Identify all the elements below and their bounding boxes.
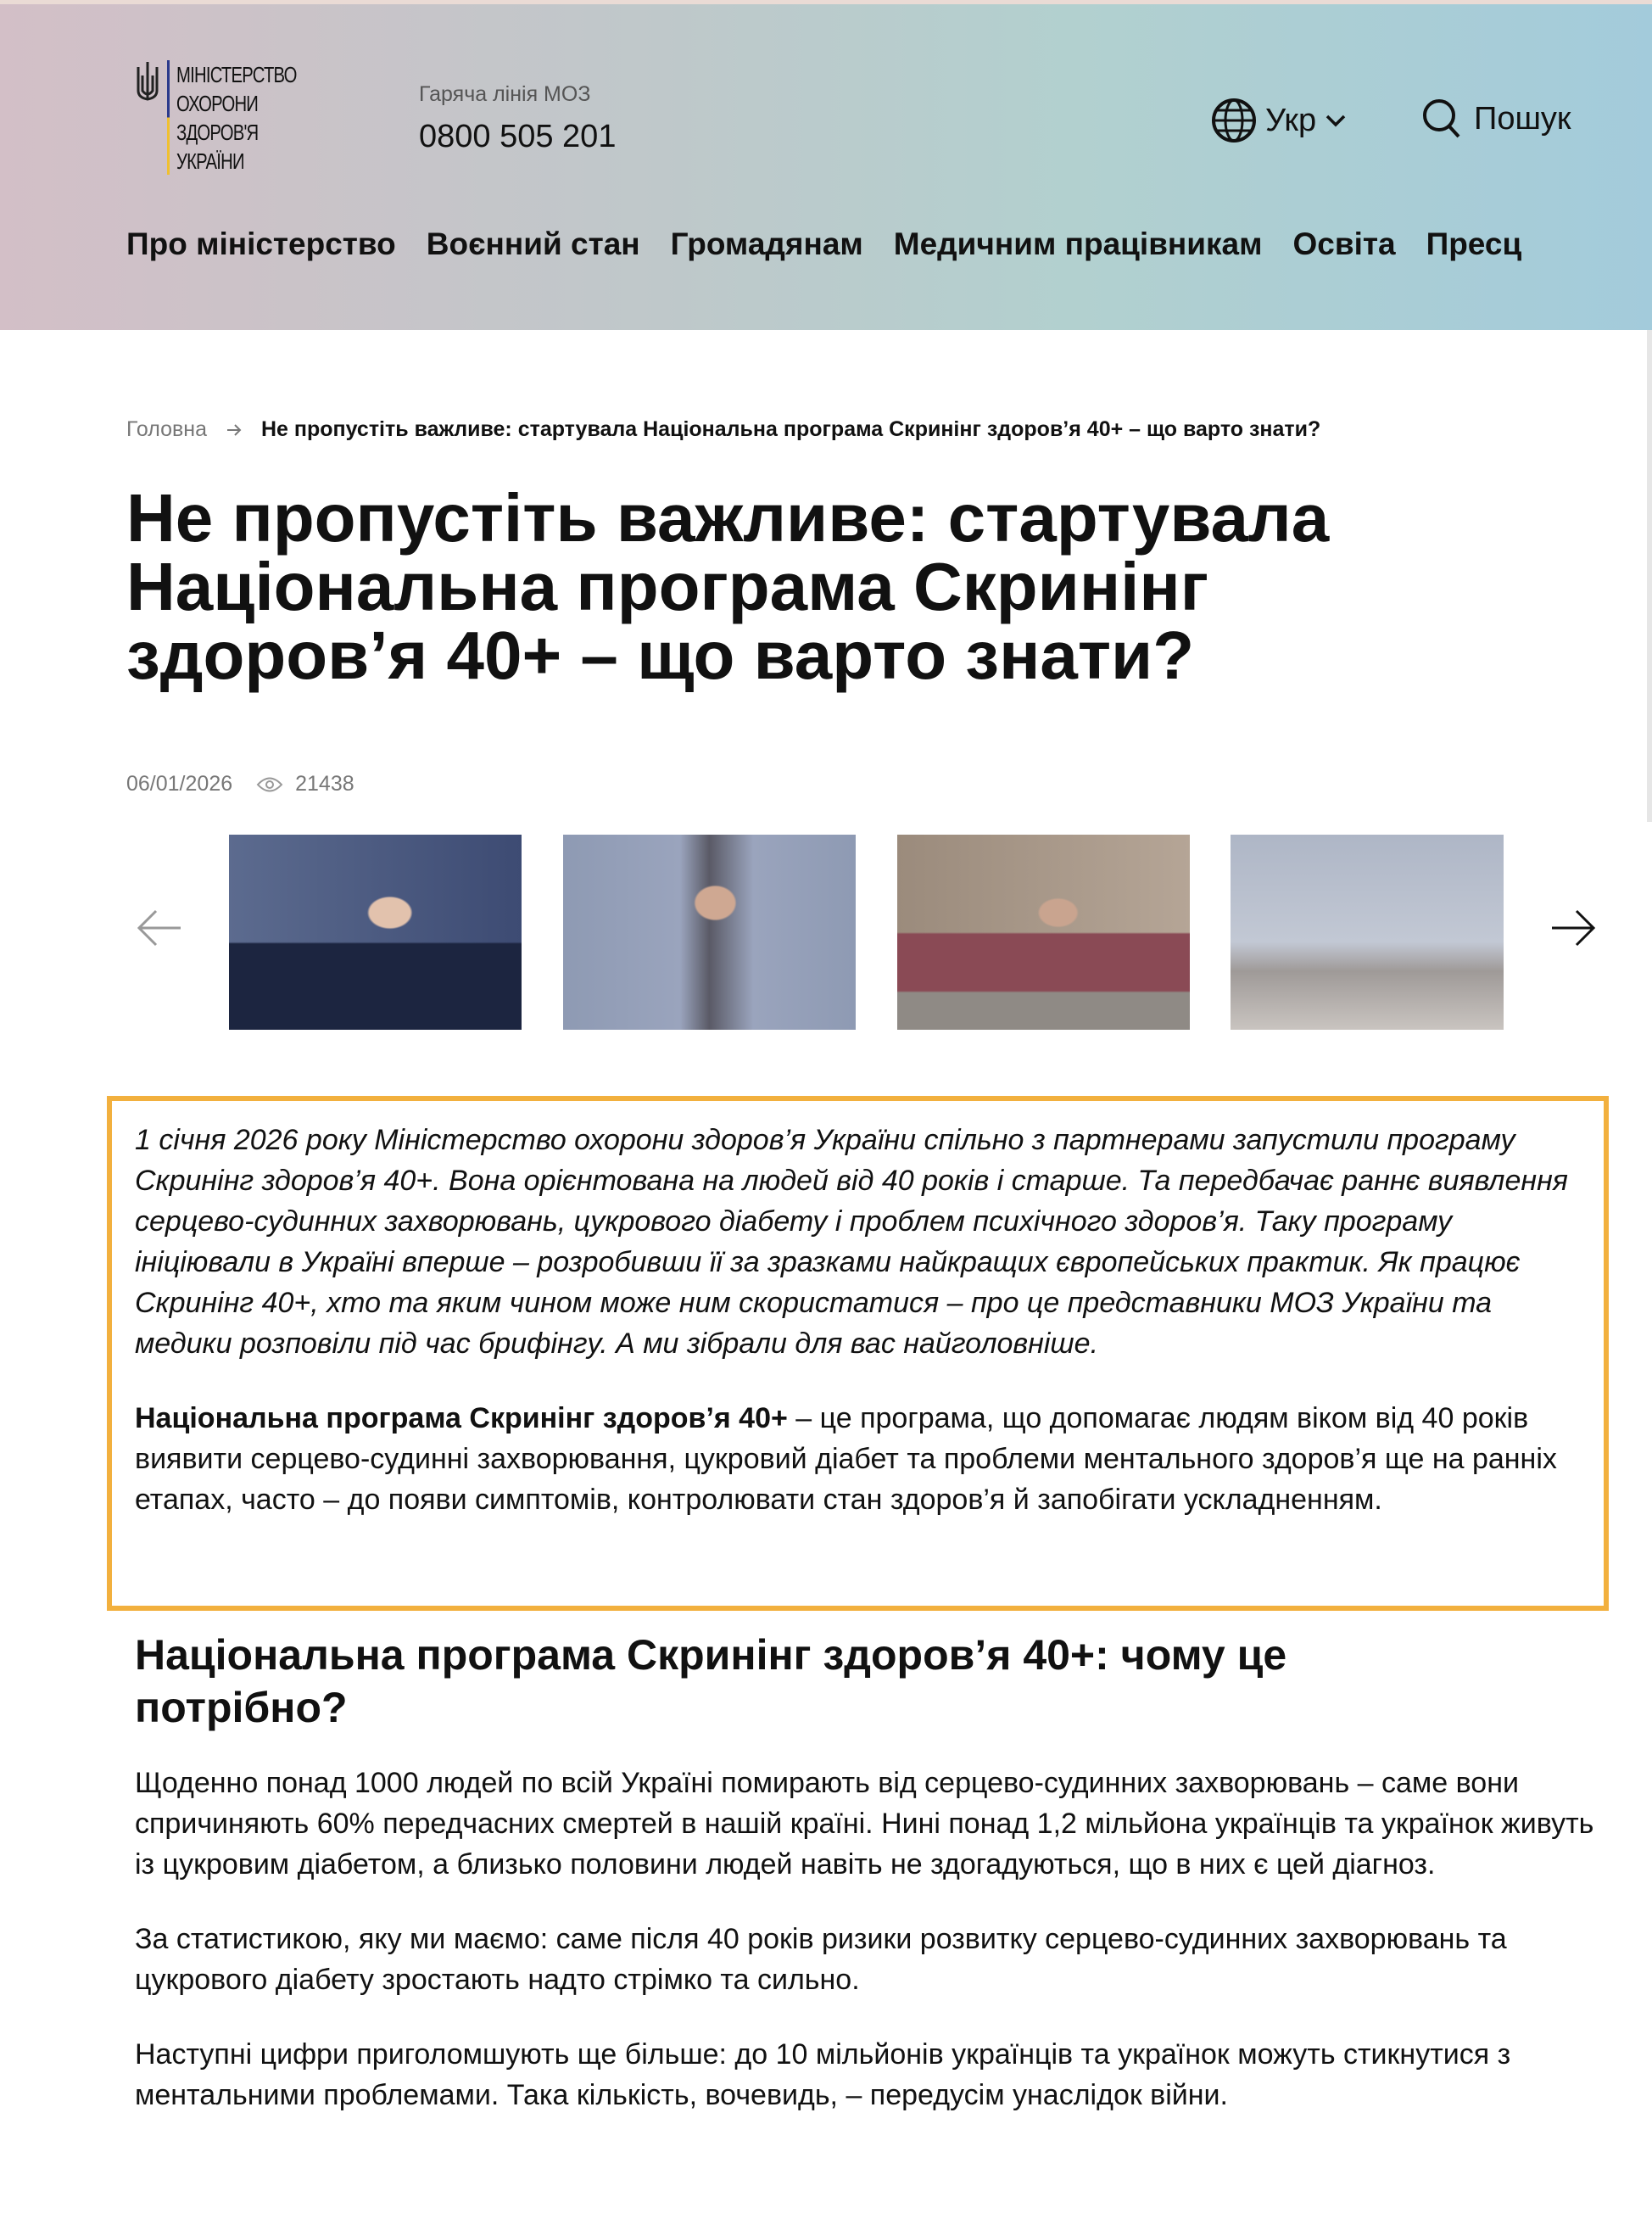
- definition-term: Національна програма Скринінг здоров’я 40+: [135, 1402, 788, 1434]
- logo-line: ЗДОРОВ'Я: [176, 120, 259, 145]
- section-heading: Національна програма Скринінг здоров’я 40+: чому це потрібно?: [135, 1631, 1287, 1731]
- nav-item-citizens[interactable]: Громадянам: [670, 226, 863, 261]
- nav-item-press[interactable]: Пресц: [1426, 226, 1522, 261]
- gallery-photo-speaker-woman-seated[interactable]: [897, 835, 1190, 1030]
- body-paragraph: Наступні цифри приголомшують ще більше: до 10 мільйонів українців та українок можуть стикнутися з ментальними проблемами. Така кількість, вочевидь, – передусім унаслідок війни.: [135, 2038, 1511, 2111]
- trident-icon: [135, 60, 160, 103]
- breadcrumb-current: Не пропустіть важливе: стартувала Національна програма Скринінг здоров’я 40+ – що варто знати?: [260, 417, 1321, 441]
- body-paragraph: За статистикою, яку ми маємо: саме після 40 років ризики розвитку серцево-судинних захворювань та цукрового діабету зростають надто стрімко та сильно.: [135, 1923, 1507, 1996]
- logo-line: ОХОРОНИ: [176, 91, 259, 116]
- logo-divider: [167, 60, 170, 175]
- page-title: Не пропустіть важливе: стартувала Національна програма Скринінг здоров’я 40+ – що варто знати?: [126, 480, 1330, 693]
- arrow-right-icon: [226, 417, 243, 443]
- language-label: Укр: [1265, 102, 1317, 138]
- gallery-photo-speaker-man[interactable]: [229, 835, 522, 1030]
- definition-text: – це програма, що допомагає людям віком від 40 років виявити серцево-судинні захворювання, цукровий діабет та проблеми ментального здоров’я ще на ранніх етапах, часто – до появи симптомів, контролювати стан здоров’я й запобігати ускладненням.: [135, 1402, 1557, 1516]
- hotline: [419, 82, 616, 155]
- nav-item-education[interactable]: Освіта: [1292, 226, 1396, 261]
- article-body: [135, 1763, 1610, 2149]
- definition-paragraph: [135, 1398, 1581, 1520]
- publish-date: 06/01/2026: [126, 772, 233, 796]
- view-count: 21438: [295, 772, 354, 796]
- site-header: [0, 4, 1652, 330]
- search-label: Пошук: [1474, 100, 1571, 137]
- chevron-down-icon: [1325, 113, 1347, 128]
- logo-line: УКРАЇНИ: [176, 148, 244, 174]
- article-meta: [126, 772, 354, 796]
- ministry-logo[interactable]: [135, 60, 331, 176]
- photo-gallery: [0, 835, 1652, 1030]
- hotline-label: Гаряча лінія МОЗ: [419, 82, 591, 106]
- nav-item-medical-workers[interactable]: Медичним працівникам: [893, 226, 1263, 261]
- body-paragraph: Щоденно понад 1000 людей по всій Україні помирають від серцево-судинних захворювань – саме вони спричиняють 60% передчасних смертей в нашій країні. Нині понад 1,2 мільйона українців та українок живуть із цукровим діабетом, а близько половини людей навіть не здогадуються, що в них є цей діагноз.: [135, 1767, 1594, 1881]
- highlight-box: [107, 1096, 1609, 1611]
- main-nav: [126, 226, 1521, 262]
- intro-paragraph: 1 січня 2026 року Міністерство охорони здоров’я України спільно з партнерами запустили програму Скринінг здоров’я 40+. Вона орієнтована на людей від 40 років і старше. Та передбачає раннє виявлення серцево-судинних захворювань, цукрового діабету і проблем психічного здоров’я. Таку програму ініціювали в Україні вперше – розробивши її за зразками найкращих європейських практик. Як працює Скринінг 40+, хто та яким чином може ним скористатися – про це представники МОЗ України та медики розповіли під час брифінгу. А ми зібрали для вас найголовніше.: [135, 1124, 1568, 1360]
- hotline-number[interactable]: 0800 505 201: [419, 119, 617, 154]
- search-button[interactable]: [1421, 98, 1571, 140]
- breadcrumb: [126, 417, 1320, 443]
- breadcrumb-home[interactable]: Головна: [126, 417, 207, 441]
- gallery-next-arrow-icon[interactable]: [1548, 903, 1599, 953]
- nav-item-martial-law[interactable]: Воєнний стан: [426, 226, 640, 261]
- language-selector[interactable]: [1211, 98, 1347, 143]
- scrollbar[interactable]: [1647, 330, 1652, 822]
- gallery-photo-panel[interactable]: [1231, 835, 1504, 1030]
- globe-icon: [1211, 98, 1257, 143]
- nav-item-ministry[interactable]: Про міністерство: [126, 226, 396, 261]
- gallery-prev-arrow-icon[interactable]: [134, 903, 185, 953]
- search-icon: [1421, 98, 1462, 140]
- gallery-photo-speaker-woman[interactable]: [563, 835, 856, 1030]
- eye-icon: [256, 775, 283, 794]
- logo-line: МІНІСТЕРСТВО: [176, 62, 297, 87]
